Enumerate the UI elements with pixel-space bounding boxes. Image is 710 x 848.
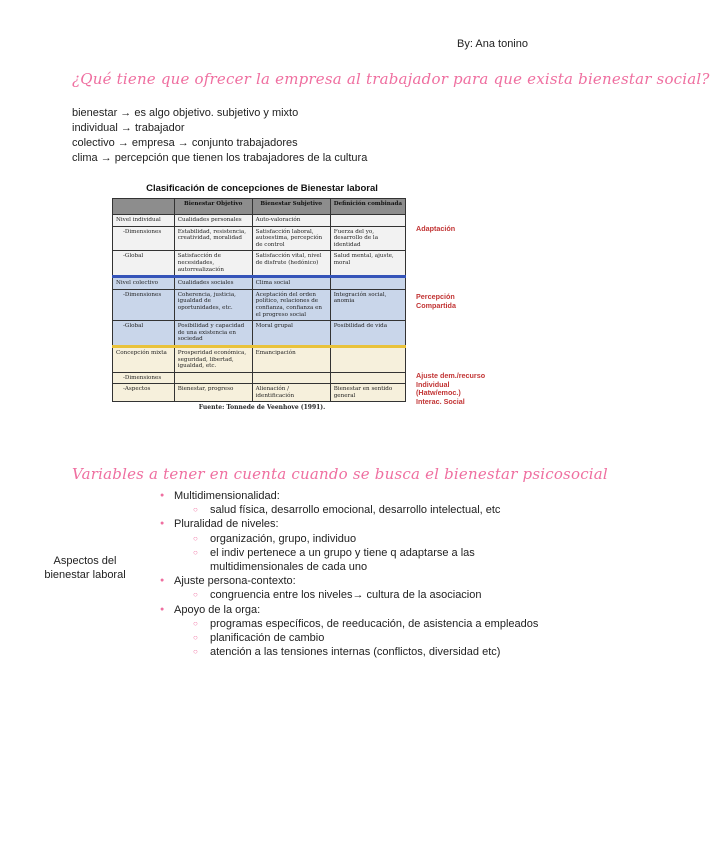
table-cell: Satisfacción laboral, autoestima, percepción de control bbox=[252, 226, 330, 251]
table-cell: -Dimensiones bbox=[113, 289, 175, 320]
sub-list bbox=[174, 532, 560, 575]
classification-figure bbox=[112, 183, 412, 411]
table-row bbox=[113, 346, 406, 372]
table-header bbox=[113, 199, 175, 215]
table-header-row bbox=[113, 199, 406, 215]
list-item bbox=[160, 489, 560, 517]
sub-list-item: ○ atención a las tensiones internas (conflictos, diversidad etc) bbox=[174, 645, 560, 659]
aspects-label bbox=[30, 554, 140, 582]
sub-list-item: ○ el indiv pertenece a un grupo y tiene q adaptarse a las multidimensionales de cada uno bbox=[174, 546, 560, 574]
table-row bbox=[113, 321, 406, 347]
variables-list bbox=[160, 489, 560, 659]
table-cell bbox=[330, 277, 405, 290]
side-note-line: Compartida bbox=[416, 300, 456, 310]
figure-title: Clasificación de concepciones de Bienestar laboral bbox=[146, 183, 378, 194]
table-cell: -Dimensiones bbox=[113, 372, 175, 384]
table-row bbox=[113, 226, 406, 251]
table-cell: Nivel individual bbox=[113, 215, 175, 227]
table-cell: Auto-valoración bbox=[252, 215, 330, 227]
sub-list-item: ○ salud física, desarrollo emocional, desarrollo intelectual, etc bbox=[174, 503, 560, 517]
table-cell: Concepción mixta bbox=[113, 346, 175, 372]
list-item bbox=[160, 574, 560, 602]
side-note-line: Adaptación bbox=[416, 224, 456, 233]
table-cell: -Dimensiones bbox=[113, 226, 175, 251]
table-cell: Clima social bbox=[252, 277, 330, 290]
classification-table bbox=[112, 198, 406, 402]
table-cell: -Global bbox=[113, 321, 175, 347]
table-cell: Alienación / identificación bbox=[252, 384, 330, 402]
table-cell: Coherencia, justicia, igualdad de oportunidades, etc. bbox=[174, 289, 252, 320]
sub-list bbox=[174, 617, 560, 660]
list-item bbox=[160, 603, 560, 660]
table-cell: Aceptación del orden político, relaciones de confianza, confianza en el progreso social bbox=[252, 289, 330, 320]
intro-list bbox=[72, 106, 367, 166]
heading-question: ¿Qué tiene que ofrecer la empresa al trabajador para que exista bienestar social? bbox=[72, 70, 710, 88]
table-cell: Emancipación bbox=[252, 346, 330, 372]
intro-line: colectivo → empresa → conjunto trabajadores bbox=[72, 137, 298, 149]
table-header: Bienestar Subjetivo bbox=[252, 199, 330, 215]
table-cell: Prosperidad económica, seguridad, libertad, igualdad, etc. bbox=[174, 346, 252, 372]
table-cell: Salud mental, ajuste, moral bbox=[330, 251, 405, 277]
sub-list-item: ○ congruencia entre los niveles→ cultura de la asociacion bbox=[174, 588, 560, 602]
table-cell: Posibilidad y capacidad de una existencia en sociedad bbox=[174, 321, 252, 347]
table-cell bbox=[330, 372, 405, 384]
table-cell: Bienestar en sentido general bbox=[330, 384, 405, 402]
side-note-adaptacion bbox=[416, 225, 455, 234]
side-note-line: (Hatw/emoc.) bbox=[416, 388, 461, 397]
sub-list-item: ○ planificación de cambio bbox=[174, 631, 560, 645]
list-item-text: Ajuste persona-contexto: bbox=[174, 575, 296, 588]
side-note-percepcion bbox=[416, 293, 456, 310]
table-cell: Integración social, anomia bbox=[330, 289, 405, 320]
sub-list-item: ○ organización, grupo, individuo bbox=[174, 532, 560, 546]
sub-list-item: ○ programas específicos, de reeducación, de asistencia a empleados bbox=[174, 617, 560, 631]
list-item bbox=[160, 517, 560, 574]
intro-line: bienestar → es algo objetivo. subjetivo y mixto bbox=[72, 107, 299, 119]
list-item-text: Multidimensionalidad: bbox=[174, 490, 280, 502]
sub-list bbox=[174, 588, 560, 602]
table-cell: Estabilidad, resistencia, creatividad, moralidad bbox=[174, 226, 252, 251]
table-row bbox=[113, 215, 406, 227]
table-cell: Nivel colectivo bbox=[113, 277, 175, 290]
table-cell bbox=[330, 215, 405, 227]
aspects-label-line: bienestar laboral bbox=[44, 569, 126, 581]
table-row bbox=[113, 251, 406, 277]
table-row bbox=[113, 384, 406, 402]
table-cell: Cualidades sociales bbox=[174, 277, 252, 290]
table-cell bbox=[252, 372, 330, 384]
table-header: Definición combinada bbox=[330, 199, 405, 215]
sub-list bbox=[174, 503, 560, 517]
side-note-ajuste bbox=[416, 372, 485, 406]
table-cell: Bienestar, progreso bbox=[174, 384, 252, 402]
table-row bbox=[113, 289, 406, 320]
aspects-label-line: Aspectos del bbox=[53, 555, 117, 567]
table-cell: -Aspectos bbox=[113, 384, 175, 402]
side-note-line: Interac. Social bbox=[416, 396, 465, 406]
table-cell: Posibilidad de vida bbox=[330, 321, 405, 347]
table-cell: Fuerza del yo, desarrollo de la identidad bbox=[330, 226, 405, 251]
list-item-text: Apoyo de la orga: bbox=[174, 603, 261, 616]
intro-line: clima → percepción que tienen los trabajadores de la cultura bbox=[72, 152, 368, 164]
heading-variables: Variables a tener en cuenta cuando se busca el bienestar psicosocial bbox=[72, 465, 608, 483]
table-row bbox=[113, 277, 406, 290]
table-cell: Satisfacción de necesidades, autorrealización bbox=[174, 251, 252, 277]
table-cell: -Global bbox=[113, 251, 175, 277]
table-cell: Satisfacción vital, nivel de disfrute (hedónico) bbox=[252, 251, 330, 277]
table-cell bbox=[330, 346, 405, 372]
side-note-line: Ajuste dem./recurso bbox=[416, 371, 486, 380]
table-header: Bienestar Objetivo bbox=[174, 199, 252, 215]
side-note-line: Individual bbox=[416, 379, 450, 389]
side-note-line: Percepción bbox=[416, 292, 455, 301]
table-cell bbox=[174, 372, 252, 384]
table-cell: Cualidades personales bbox=[174, 215, 252, 227]
intro-line: individual → trabajador bbox=[72, 122, 185, 134]
list-item-text: Pluralidad de niveles: bbox=[174, 518, 279, 531]
table-cell: Moral grupal bbox=[252, 321, 330, 347]
figure-source: Fuente: Tonnede de Veenhove (1991). bbox=[198, 404, 326, 412]
author-line: By: Ana tonino bbox=[457, 38, 528, 50]
table-row bbox=[113, 372, 406, 384]
